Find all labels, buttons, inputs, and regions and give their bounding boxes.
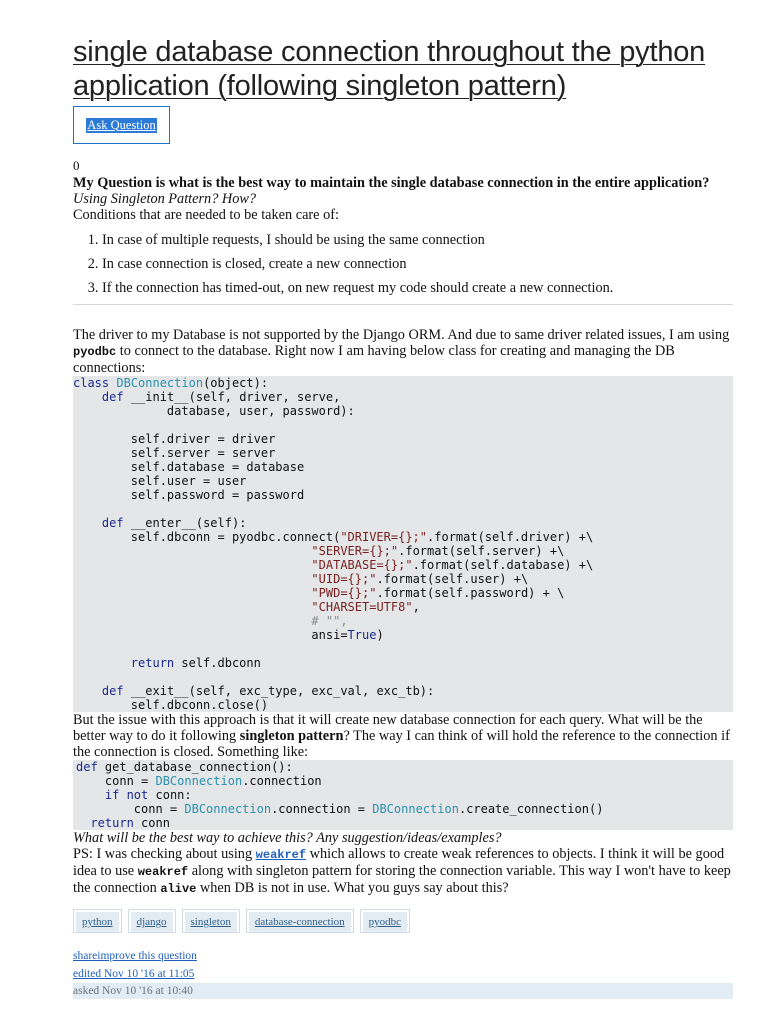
code-token: DBConnection [155, 774, 243, 788]
driver-paragraph [73, 327, 733, 376]
tag-python[interactable]: python [76, 912, 119, 932]
asked-info: asked Nov 10 '16 at 10:40 [73, 983, 733, 999]
divider [73, 304, 733, 305]
code-token: ansi= [311, 628, 348, 642]
tag-frame [182, 909, 240, 933]
lead-bold: My Question is what is the best way to maintain the single database connection in the entire application? [73, 175, 710, 191]
code-token: def [101, 516, 124, 530]
issue-text-2: ? The way I can think of will hold the reference to the connection if the connection is closed. Something like: [73, 728, 730, 760]
edited-info [73, 967, 733, 981]
best-way-text: What will be the best way to achieve this? Any suggestion/ideas/examples? [73, 830, 502, 846]
code-token: conn = [104, 774, 156, 788]
inline-code-pyodbc: pyodbc [73, 345, 117, 359]
question-title[interactable]: single database connection throughout the python application (following singleton pattern) [73, 36, 706, 102]
code-token: self.dbconn [174, 656, 261, 670]
code-token: .connection [242, 774, 322, 788]
code-token: self.driver = driver [130, 432, 276, 446]
ps-text-2: which allows to create weak references to objects. I think it will be good idea to use [73, 846, 725, 879]
best-way-paragraph [73, 830, 733, 846]
code-token: # "", [311, 614, 348, 628]
edited-link[interactable]: edited [73, 968, 104, 980]
ps-text-3: along with singleton pattern for storing the connection variable. This way I won't have to keep the connection [73, 863, 731, 896]
ps-text-1: PS: I was checking about using [73, 846, 256, 862]
code-token: "PWD={};" [311, 586, 377, 600]
ask-question-button[interactable]: Ask Question [87, 117, 156, 132]
code-token: "DRIVER={};" [340, 530, 428, 544]
question-page [73, 30, 733, 999]
weakref-link[interactable]: weakref [255, 848, 307, 862]
code-token: __init__(self, driver, serve, [123, 390, 341, 404]
code-token: True [347, 628, 377, 642]
vote-count: 0 [73, 158, 80, 173]
question-lead [73, 175, 733, 207]
ask-question-frame [73, 106, 170, 144]
tag-frame [128, 909, 176, 933]
edited-time[interactable]: Nov 10 '16 at 11:05 [103, 968, 195, 980]
code-token: , [412, 600, 420, 614]
code-token: self.database = database [130, 460, 305, 474]
post-meta [73, 949, 733, 999]
code-token: .format(self.user) +\ [376, 572, 529, 586]
code-token: "UID={};" [311, 572, 377, 586]
code-token: self.password = password [130, 488, 305, 502]
code-token: .connection = [271, 802, 373, 816]
post-menu [73, 949, 733, 963]
inline-code-alive: alive [160, 882, 197, 896]
code-token: self.dbconn.close() [130, 698, 269, 712]
code-token: .create_connection() [458, 802, 604, 816]
code-class-name: DBConnection [116, 376, 204, 390]
code-token: conn: [148, 788, 192, 802]
conditions-list [73, 232, 733, 296]
code-token: def [76, 760, 98, 774]
code-token: DBConnection [184, 802, 272, 816]
code-token: DBConnection [372, 802, 459, 816]
code-token: .format(self.server) +\ [398, 544, 565, 558]
tag-frame [360, 909, 410, 933]
code-token: if not [104, 788, 149, 802]
code-token: "SERVER={};" [311, 544, 399, 558]
code-token: "DATABASE={};" [311, 558, 413, 572]
ps-text-4: when DB is not in use. What you guys say about this? [196, 880, 509, 896]
code-token: __exit__(self, exc_type, exc_val, exc_tb): [123, 684, 435, 698]
code-block-dbconnection[interactable] [73, 376, 733, 712]
lead-italic: Using Singleton Pattern? How? [73, 191, 257, 207]
tag-frame [246, 909, 354, 933]
code-token: .format(self.password) + \ [376, 586, 565, 600]
tag-django[interactable]: django [131, 912, 173, 932]
driver-text-2: to connect to the database. Right now I am having below class for creating and managing the DB connections: [73, 343, 675, 376]
code-token: return [130, 656, 175, 670]
code-token: self.dbconn = pyodbc.connect( [130, 530, 341, 544]
code-keyword: class [73, 376, 110, 390]
code-token: __enter__(self): [123, 516, 247, 530]
tag-frame [73, 909, 122, 933]
condition-item: 1. In case of multiple requests, I should be using the same connection [102, 232, 733, 248]
code-token: (object): [203, 376, 269, 390]
conditions-intro: Conditions that are needed to be taken care of: [73, 207, 339, 223]
code-token: .format(self.driver) +\ [427, 530, 594, 544]
code-token: conn [133, 816, 170, 830]
code-token: database, user, password): [73, 404, 355, 418]
tag-database-connection[interactable]: database-connection [249, 912, 351, 932]
issue-text-1: But the issue with this approach is that it will create new database connection for each query. What will be the better way to do it following [73, 712, 703, 744]
issue-paragraph [73, 712, 733, 760]
code-token: "CHARSET=UTF8" [311, 600, 413, 614]
tag-list [73, 909, 733, 933]
condition-item: 2. In case connection is closed, create a new connection [102, 256, 733, 272]
code-token: return [90, 816, 134, 830]
code-token: self.server = server [130, 446, 276, 460]
inline-code-weakref: weakref [137, 865, 189, 879]
code-token: get_database_connection(): [97, 760, 293, 774]
ps-paragraph [73, 846, 733, 897]
code-token: def [101, 390, 124, 404]
issue-bold: singleton pattern [239, 728, 344, 744]
driver-text-1: The driver to my Database is not supported by the Django ORM. And due to same driver related issues, I am using [73, 327, 730, 343]
tag-pyodbc[interactable]: pyodbc [363, 912, 407, 932]
code-token: self.user = user [130, 474, 247, 488]
code-token: def [101, 684, 124, 698]
code-token: ) [376, 628, 384, 642]
tag-singleton[interactable]: singleton [185, 912, 237, 932]
code-token: .format(self.database) +\ [412, 558, 594, 572]
condition-item: 3. If the connection has timed-out, on new request my code should create a new connection. [102, 280, 733, 296]
share-improve-link[interactable]: shareimprove this question [73, 950, 197, 962]
code-block-get-connection[interactable] [73, 760, 733, 830]
code-token: conn = [133, 802, 185, 816]
